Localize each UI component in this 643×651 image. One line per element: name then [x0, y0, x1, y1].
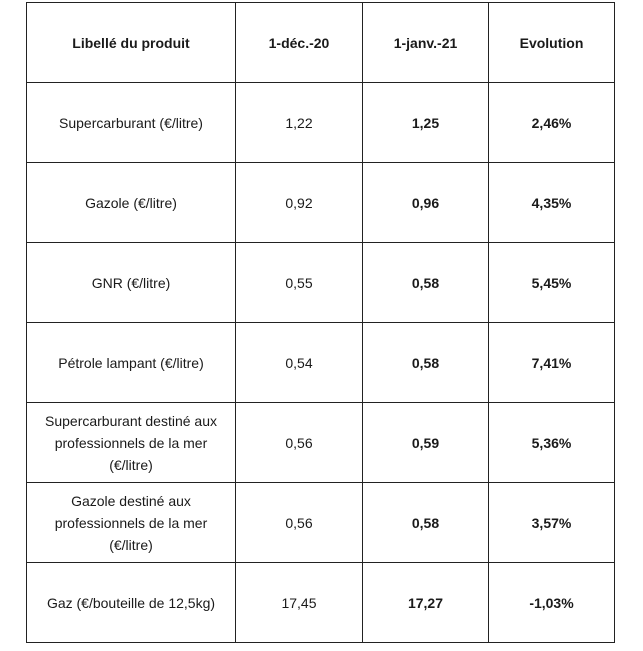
- table-row: [27, 243, 615, 323]
- jan-price-cell: 0,59: [363, 403, 489, 483]
- jan-price-cell: 0,58: [363, 243, 489, 323]
- jan-price-cell: 17,27: [363, 563, 489, 643]
- header-evolution: Evolution: [489, 3, 615, 83]
- dec-price-cell: 1,22: [236, 83, 363, 163]
- jan-price-cell: 0,58: [363, 323, 489, 403]
- dec-price-cell: 0,56: [236, 483, 363, 563]
- dec-price-cell: 0,92: [236, 163, 363, 243]
- table-row: [27, 163, 615, 243]
- jan-price-cell: 0,58: [363, 483, 489, 563]
- evolution-cell: 4,35%: [489, 163, 615, 243]
- product-cell: Gazole destiné aux professionnels de la mer (€/litre): [27, 483, 236, 563]
- table-row: [27, 563, 615, 643]
- dec-price-cell: 0,55: [236, 243, 363, 323]
- product-cell: Supercarburant (€/litre): [27, 83, 236, 163]
- table-row: [27, 483, 615, 563]
- product-cell: Gaz (€/bouteille de 12,5kg): [27, 563, 236, 643]
- evolution-cell: 5,36%: [489, 403, 615, 483]
- fuel-price-table: [26, 2, 615, 643]
- table-row: [27, 403, 615, 483]
- table-header-row: [27, 3, 615, 83]
- product-cell: Gazole (€/litre): [27, 163, 236, 243]
- header-jan-2021: 1-janv.-21: [363, 3, 489, 83]
- dec-price-cell: 17,45: [236, 563, 363, 643]
- product-cell: Supercarburant destiné aux professionnels de la mer (€/litre): [27, 403, 236, 483]
- product-cell: Pétrole lampant (€/litre): [27, 323, 236, 403]
- evolution-cell: 3,57%: [489, 483, 615, 563]
- dec-price-cell: 0,56: [236, 403, 363, 483]
- jan-price-cell: 1,25: [363, 83, 489, 163]
- evolution-cell: 2,46%: [489, 83, 615, 163]
- evolution-cell: -1,03%: [489, 563, 615, 643]
- evolution-cell: 5,45%: [489, 243, 615, 323]
- table-row: [27, 323, 615, 403]
- product-cell: GNR (€/litre): [27, 243, 236, 323]
- evolution-cell: 7,41%: [489, 323, 615, 403]
- dec-price-cell: 0,54: [236, 323, 363, 403]
- jan-price-cell: 0,96: [363, 163, 489, 243]
- header-dec-2020: 1-déc.-20: [236, 3, 363, 83]
- table-row: [27, 83, 615, 163]
- header-product: Libellé du produit: [27, 3, 236, 83]
